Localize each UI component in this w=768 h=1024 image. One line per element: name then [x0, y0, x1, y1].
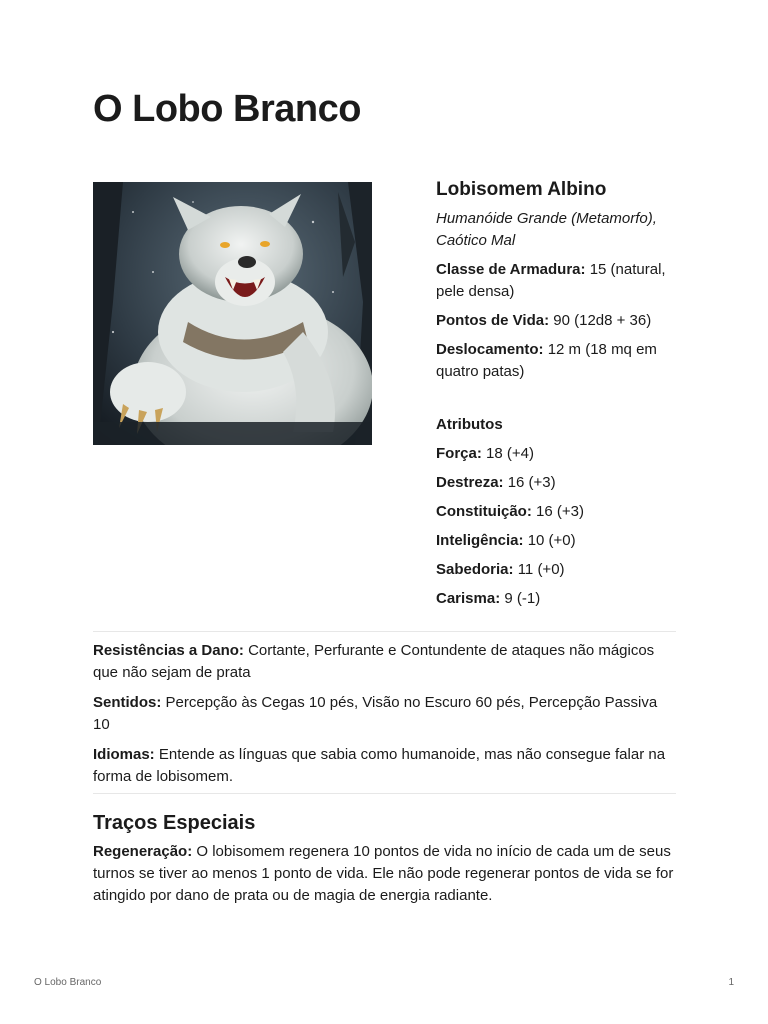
page-number: 1: [728, 977, 734, 988]
divider: [93, 793, 676, 794]
hit-points-label: Pontos de Vida:: [436, 312, 550, 329]
attribute-charisma: [436, 588, 686, 610]
creature-name: Lobisomem Albino: [436, 179, 607, 200]
armor-class: [436, 259, 686, 303]
languages-label: Idiomas:: [93, 746, 155, 763]
languages: [93, 744, 676, 788]
attribute-wisdom: [436, 559, 686, 581]
speed: [436, 339, 686, 383]
stat-block: [436, 178, 686, 617]
werewolf-portrait-image: [93, 182, 372, 445]
attribute-label: Força:: [436, 445, 482, 462]
attribute-constitution: [436, 501, 686, 523]
regeneration-label: Regeneração:: [93, 843, 193, 860]
damage-resistances: [93, 640, 676, 684]
werewolf-illustration: [93, 182, 372, 445]
attribute-label: Constituição:: [436, 503, 532, 520]
attribute-intelligence: [436, 530, 686, 552]
attribute-value: 11 (+0): [517, 561, 565, 578]
regeneration-trait: [93, 841, 676, 907]
regeneration-value: O lobisomem regenera 10 pontos de vida no início de cada um de seus turnos se tiver ao menos 1 ponto de vida. Ele não pode regenerar pontos de vida se for atingido por dano de prata ou de magia de energia radiante.: [93, 843, 674, 904]
page-title: O Lobo Branco: [93, 88, 361, 130]
details-section: [93, 640, 676, 796]
attribute-label: Inteligência:: [436, 532, 524, 549]
special-traits-title: Traços Especiais: [93, 812, 256, 834]
senses-label: Sentidos:: [93, 694, 162, 711]
hit-points: [436, 310, 686, 332]
armor-class-label: Classe de Armadura:: [436, 261, 586, 278]
hit-points-value: 90 (12d8 + 36): [553, 312, 652, 329]
languages-value: Entende as línguas que sabia como humanoide, mas não consegue falar na forma de lobisomem.: [93, 746, 666, 785]
armor-class-value: 15 (natural, pele densa): [436, 261, 666, 300]
senses-value: Percepção às Cegas 10 pés, Visão no Escuro 60 pés, Percepção Passiva 10: [93, 694, 658, 733]
special-traits-section: [93, 841, 676, 915]
attribute-value: 9 (-1): [504, 590, 541, 607]
attribute-label: Destreza:: [436, 474, 504, 491]
speed-value: 12 m (18 mq em quatro patas): [436, 341, 657, 380]
speed-label: Deslocamento:: [436, 341, 544, 358]
damage-resistances-label: Resistências a Dano:: [93, 642, 244, 659]
attribute-value: 18 (+4): [486, 445, 534, 462]
divider: [93, 631, 676, 632]
attribute-dexterity: [436, 472, 686, 494]
senses: [93, 692, 676, 736]
attribute-label: Sabedoria:: [436, 561, 514, 578]
attribute-value: 16 (+3): [507, 474, 556, 491]
attribute-label: Carisma:: [436, 590, 501, 607]
damage-resistances-value: Cortante, Perfurante e Contundente de ataques não mágicos que não sejam de prata: [93, 642, 655, 681]
attribute-value: 10 (+0): [527, 532, 576, 549]
footer-title: O Lobo Branco: [34, 977, 102, 988]
attribute-value: 16 (+3): [536, 503, 584, 520]
creature-type: Humanóide Grande (Metamorfo), Caótico Mal: [436, 210, 657, 249]
attribute-strength: [436, 443, 686, 465]
attributes-title: Atributos: [436, 416, 503, 433]
